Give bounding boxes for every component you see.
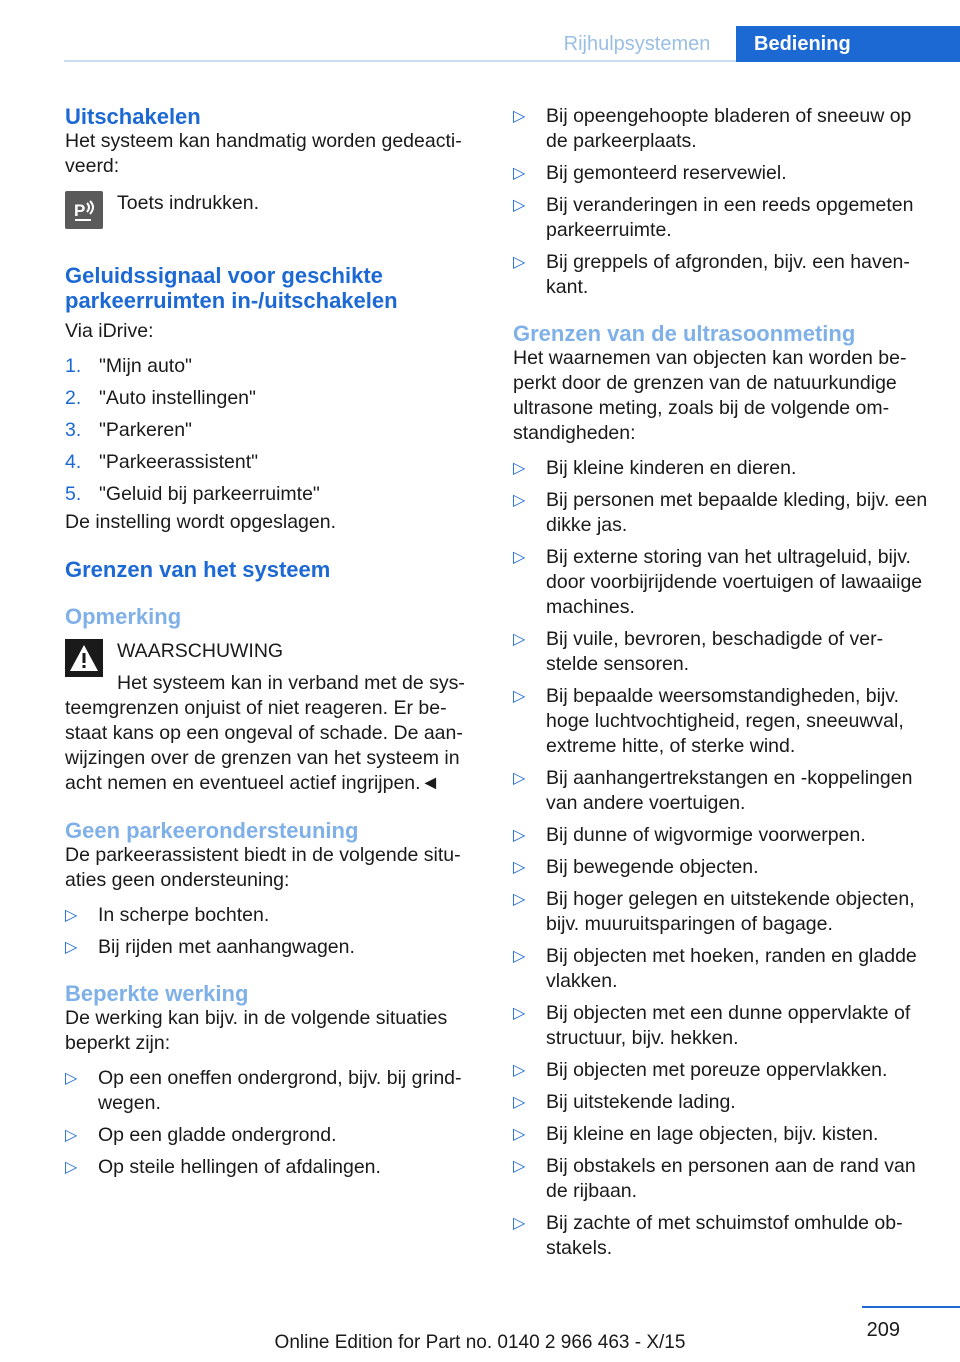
list-item: ▷ Bij greppels of afgronden, bijv. een havenkant. <box>513 251 910 298</box>
saved-text: De instelling wordt opgeslagen. <box>65 511 337 533</box>
heading-opmerking: Opmerking <box>65 604 182 629</box>
list-item: ▷ Bij vuile, bevroren, beschadigde of verstelde sensoren. <box>513 628 884 675</box>
idrive-steps <box>65 354 477 507</box>
page-number: 209 <box>866 1319 900 1341</box>
left-column <box>65 104 477 1187</box>
footer-edition: Online Edition for Part no. 0140 2 966 463 - X/15 <box>274 1332 686 1353</box>
list-item: ▷ Bij objecten met een dunne oppervlakte of structuur, bijv. hekken. <box>513 1002 911 1049</box>
list-item: ▷ Bij bewegende objecten. <box>513 856 759 878</box>
ultrasound-list <box>513 456 928 1261</box>
list-item: ▷ Bij objecten met hoeken, randen en gladde vlakken. <box>513 945 917 992</box>
park-assist-button-icon <box>65 191 103 229</box>
list-item: ▷ Bij objecten met poreuze oppervlakken. <box>513 1059 888 1081</box>
right-column <box>513 104 928 1268</box>
list-item: ▷ Bij externe storing van het ultrageluid, bijv. door voorbijrijdende voertuigen of lawaaiige machines. <box>513 546 923 618</box>
list-item: 4. "Parkeerassistent" <box>65 451 259 473</box>
via-idrive-text: Via iDrive: <box>65 320 154 342</box>
list-item: ▷ In scherpe bochten. <box>65 904 270 926</box>
list-item: ▷ Op steile hellingen of afdalingen. <box>65 1156 381 1178</box>
list-item: 5. "Geluid bij parkeerruimte" <box>65 483 320 505</box>
list-item: ▷ Bij rijden met aanhangwagen. <box>65 936 355 958</box>
list-item: ▷ Bij kleine kinderen en dieren. <box>513 457 797 479</box>
list-item: ▷ Bij hoger gelegen en uitstekende objecten, bijv. muuruitsparingen of bagage. <box>513 888 915 935</box>
heading-grenzen: Grenzen van het systeem <box>65 557 331 582</box>
warning-label: WAARSCHUWING <box>117 640 284 662</box>
heading-geluidssignaal: Geluidssignaal voor geschikte parkeerruimten in-/uitschakelen <box>65 263 398 313</box>
svg-text:P: P <box>74 201 86 220</box>
list-item: ▷ Bij uitstekende lading. <box>513 1091 736 1113</box>
list-item: ▷ Bij veranderingen in een reeds opgemeten parkeerruimte. <box>513 194 914 241</box>
beperkt-text: De werking kan bijv. in de volgende situaties beperkt zijn: <box>65 1007 448 1054</box>
warning-block <box>65 639 477 796</box>
list-item: ▷ Bij kleine en lage objecten, bijv. kisten. <box>513 1123 879 1145</box>
heading-beperkte-werking: Beperkte werking <box>65 981 249 1006</box>
warning-text: Het systeem kan in verband met de systeemgrenzen onjuist of niet reageren. Er bestaat kans op een ongeval of schade. De aanwijzingen over de grenzen van het systeem in acht nemen en eventueel actief ingrijpen.◄ <box>65 672 465 794</box>
heading-uitschakelen: Uitschakelen <box>65 104 201 129</box>
list-item: 1. "Mijn auto" <box>65 355 192 377</box>
list-item: ▷ Op een gladde ondergrond. <box>65 1124 337 1146</box>
ultra-text: Het waarnemen van objecten kan worden beperkt door de grenzen van de natuurkundige ultrasone meting, zoals bij de volgende omstandigheden: <box>513 347 907 444</box>
list-item: ▷ Bij bepaalde weersomstandigheden, bijv. hoge luchtvochtigheid, regen, sneeuwval, extreme hitte, of sterke wind. <box>513 685 904 757</box>
button-instruction <box>65 191 477 241</box>
list-item: ▷ Bij zachte of met schuimstof omhulde obstakels. <box>513 1212 903 1259</box>
list-item: 3. "Parkeren" <box>65 419 192 441</box>
list-item: ▷ Bij obstakels en personen aan de rand van de rijbaan. <box>513 1155 916 1202</box>
parking-space-list <box>513 104 928 300</box>
footer-rule <box>862 1306 960 1308</box>
list-item: ▷ Bij opeengehoopte bladeren of sneeuw op de parkeerplaats. <box>513 105 912 152</box>
warning-triangle-icon <box>65 639 103 677</box>
list-item: ▷ Bij gemonteerd reservewiel. <box>513 162 787 184</box>
heading-ultrasoonmeting: Grenzen van de ultrasoonmeting <box>513 321 856 346</box>
header-section-tab[interactable]: Rijhulpsystemen <box>563 33 711 55</box>
geen-text: De parkeerassistent biedt in de volgende situaties geen ondersteuning: <box>65 844 461 891</box>
list-item: ▷ Bij aanhangertrekstangen en -koppelingen van andere voertuigen. <box>513 767 913 814</box>
list-item: ▷ Bij personen met bepaalde kleding, bijv. een dikke jas. <box>513 489 928 536</box>
geen-list <box>65 903 477 960</box>
header-chapter-tab[interactable]: Bediening <box>736 26 960 62</box>
beperkt-list <box>65 1066 477 1180</box>
heading-geen-parkeerondersteuning: Geen parkeerondersteuning <box>65 818 359 843</box>
uitschakelen-text: Het systeem kan handmatig worden gedeactiveerd: <box>65 130 462 177</box>
list-item: ▷ Bij dunne of wigvormige voorwerpen. <box>513 824 866 846</box>
button-instruction-text: Toets indrukken. <box>117 192 259 214</box>
list-item: 2. "Auto instellingen" <box>65 387 256 409</box>
list-item: ▷ Op een oneffen ondergrond, bijv. bij grindwegen. <box>65 1067 462 1114</box>
